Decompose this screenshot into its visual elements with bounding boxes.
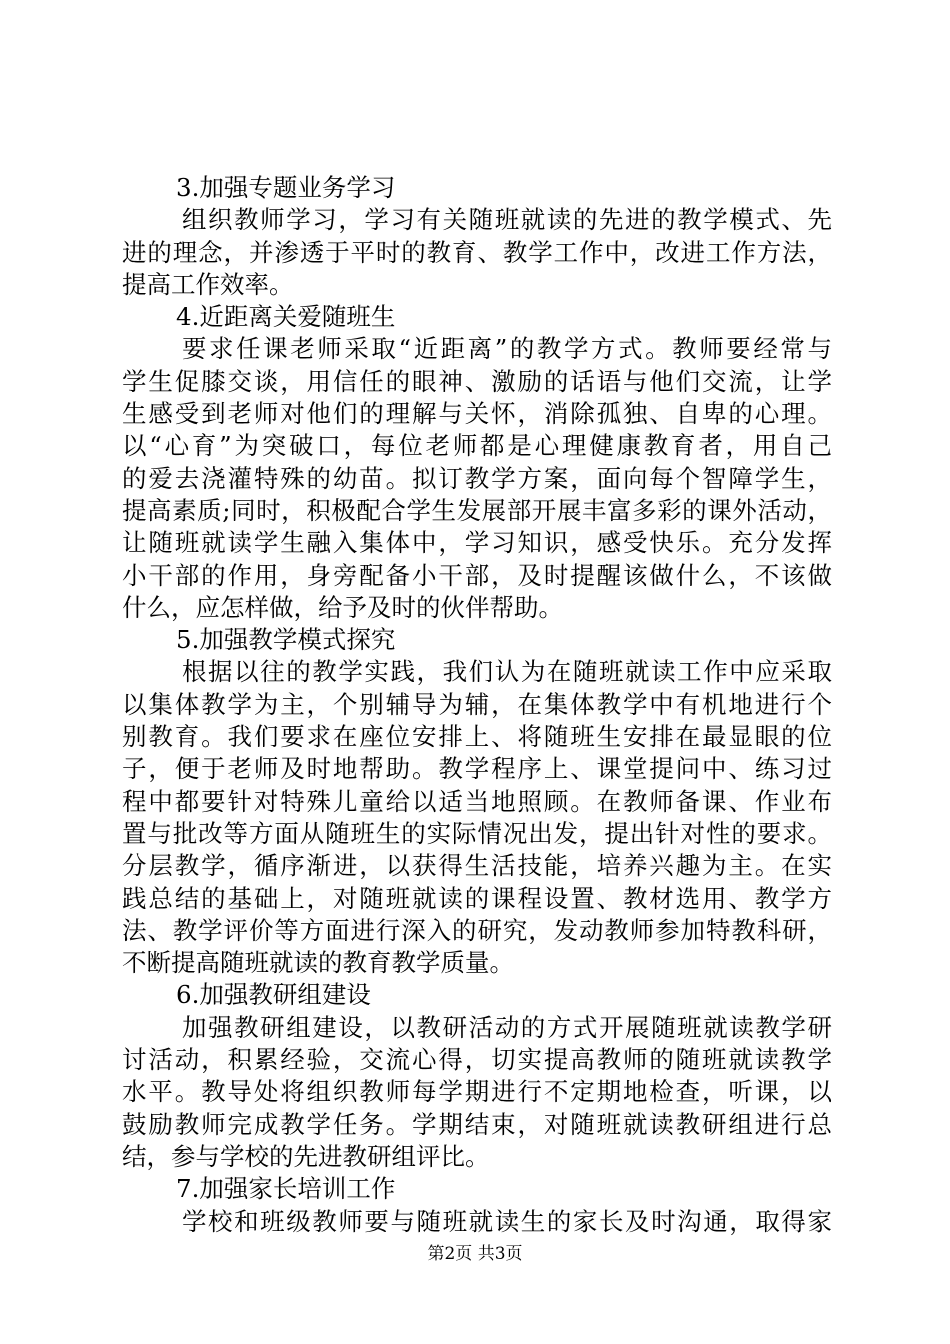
section-heading: 3.加强专题业务学习 [176,173,396,202]
paragraph-line: 别教育。我们要求在座位安排上、将随班生安排在最显眼的位 [122,722,832,752]
paragraph-last-line: 提高工作效率。 [122,269,294,299]
paragraph-line: 让随班就读学生融入集体中，学习知识，感受快乐。充分发挥 [122,528,832,558]
paragraph-line: 的爱去浇灌特殊的幼苗。拟订教学方案，面向每个智障学生， [122,463,832,493]
paragraph-first-line: 组织教师学习，学习有关随班就读的先进的教学模式、先 [182,205,832,235]
paragraph-line: 鼓励教师完成教学任务。学期结束，对随班就读教研组进行总 [122,1109,832,1139]
paragraph-line: 以集体教学为主，个别辅导为辅，在集体教学中有机地进行个 [122,689,832,719]
paragraph-line: 学生促膝交谈，用信任的眼神、激励的话语与他们交流，让学 [122,366,832,396]
paragraph-line: 进的理念，并渗透于平时的教育、教学工作中，改进工作方法， [122,237,832,267]
page-number: 第2页 共3页 [427,1244,523,1264]
document-body [122,172,832,1238]
paragraph-line: 程中都要针对特殊儿童给以适当地照顾。在教师备课、作业布 [122,786,832,816]
paragraph-line: 水平。教导处将组织教师每学期进行不定期地检查，听课，以 [122,1077,832,1107]
paragraph-last-line: 什么，应怎样做，给予及时的伙伴帮助。 [122,592,563,622]
paragraph-line: 分层教学，循序渐进，以获得生活技能，培养兴趣为主。在实 [122,851,832,881]
section-heading: 6.加强教研组建设 [176,980,371,1010]
paragraph-first-line: 学校和班级教师要与随班就读生的家长及时沟通，取得家 [182,1206,832,1236]
page-footer [0,1243,950,1265]
paragraph-line: 提高素质;同时，积极配合学生发展部开展丰富多彩的课外活动， [122,495,832,525]
paragraph-last-line: 结，参与学校的先进教研组评比。 [122,1141,490,1171]
paragraph-first-line: 根据以往的教学实践，我们认为在随班就读工作中应采取 [182,657,832,687]
paragraph-first-line: 加强教研组建设，以教研活动的方式开展随班就读教学研 [182,1012,832,1042]
paragraph-line: 讨活动，积累经验，交流心得，切实提高教师的随班就读教学 [122,1045,832,1075]
section-heading: 7.加强家长培训工作 [176,1174,396,1204]
paragraph-line: 践总结的基础上，对随班就读的课程设置、教材选用、教学方 [122,883,832,913]
paragraph-last-line: 不断提高随班就读的教育教学质量。 [122,948,514,978]
paragraph-line: 小干部的作用，身旁配备小干部，及时提醒该做什么，不该做 [122,560,832,590]
paragraph-line: 法、教学评价等方面进行深入的研究，发动教师参加特教科研， [122,915,832,945]
section-heading: 5.加强教学模式探究 [176,625,396,655]
paragraph-line: 以“心育”为突破口，每位老师都是心理健康教育者，用自己 [122,431,832,461]
paragraph-first-line: 要求任课老师采取“近距离”的教学方式。教师要经常与 [182,334,832,364]
paragraph-line: 生感受到老师对他们的理解与关怀，消除孤独、自卑的心理。 [122,399,832,429]
paragraph-line: 子，便于老师及时地帮助。教学程序上、课堂提问中、练习过 [122,754,832,784]
paragraph-line: 置与批改等方面从随班生的实际情况出发，提出针对性的要求。 [122,818,832,848]
section-heading: 4.近距离关爱随班生 [176,302,396,332]
